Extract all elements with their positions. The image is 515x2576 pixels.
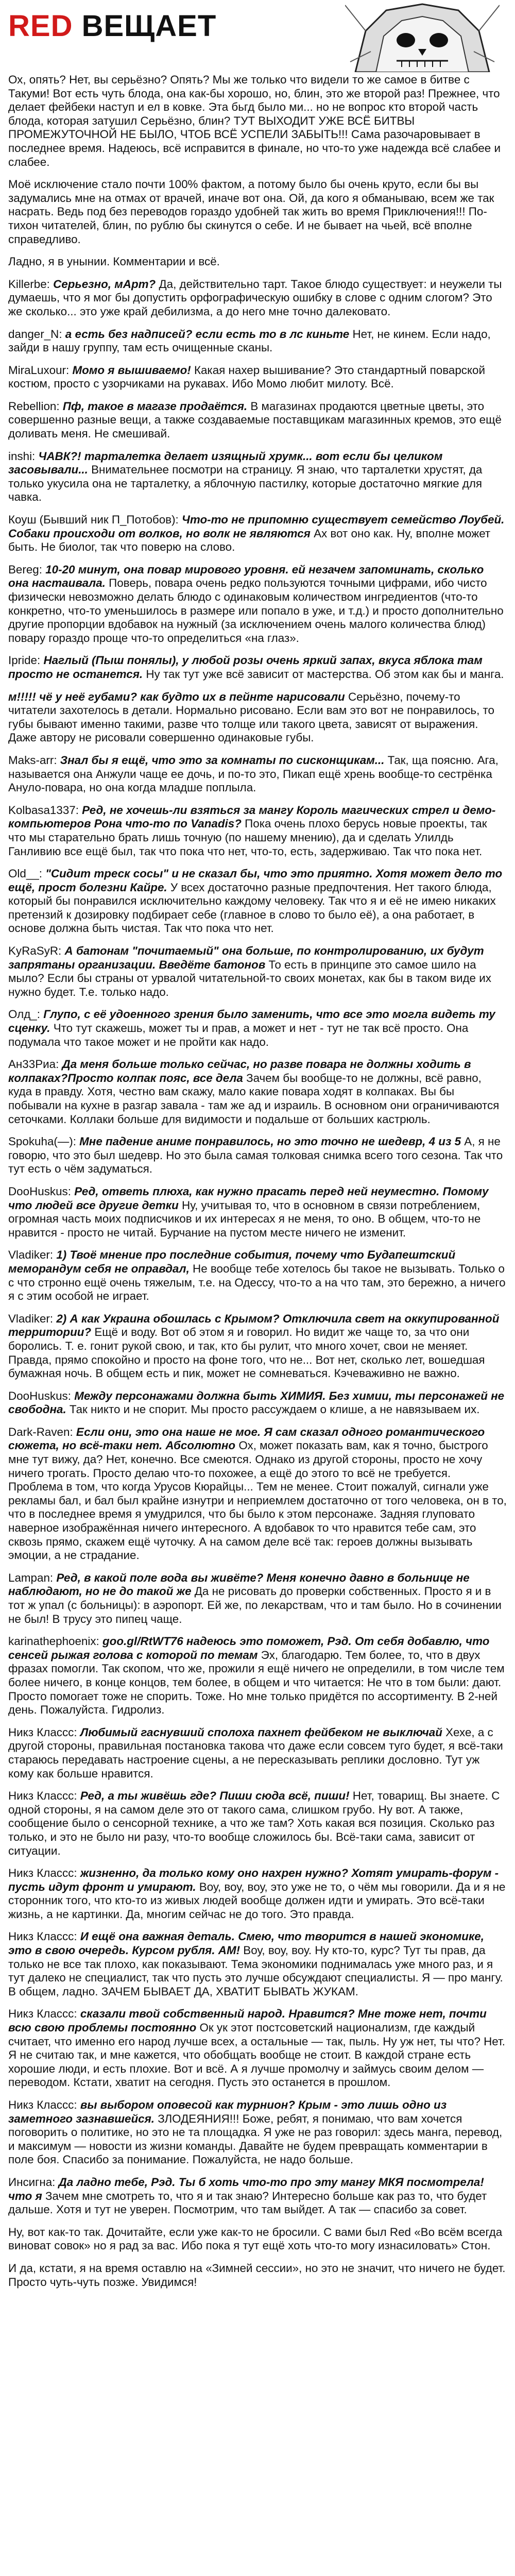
reply-text: Ах вот оно как. Ну, вполне может быть. Не биолог, так что поверю на слово.: [8, 527, 491, 554]
brand-logo: [8, 11, 216, 41]
quoted-comment: "Сидит треск сосы" и не сказал бы, что это приятно. Хотя может дело то ещё, прост болезни Кайре.: [8, 867, 503, 894]
reply-text: Эх, благодарю. Тем более, то, что в двух фразах помогли. Так скопом, что же, прожили я ещё ничего не определили, в том числе тем более ничего, в конце концов, тем более, в общем и что читается: Не что в том были: дают. Просто помогает тоже не спорить. Тоже. Но мне только придётся по ассортименту. В 2-ней день. Пожалуйста. Гидролиз.: [8, 1648, 505, 1717]
reply-text: KyRaSyR:: [8, 944, 65, 958]
reply-text: Ладно, я в унынии. Комментарии и всё.: [8, 255, 220, 268]
reply-text: Spokuha(—):: [8, 1135, 80, 1148]
quoted-comment: goo.gl/RtWT76 надеюсь это поможет, Рэд. От себя добавлю, что сенсей рыжая голова с которой по темам: [8, 1635, 490, 1662]
brand-rest: ВЕЩАЕТ: [73, 9, 217, 43]
quoted-comment: Если они, это она наше не мое. Я сам сказал одного романтического сюжета, но всё-таки нет. Абсолютно: [8, 1425, 485, 1452]
reply-text: Какая нахер вышивание? Это стандартный поварской костюм, просто с узорчиками на рукавах. Ибо Момо любит милоту. Всё.: [8, 363, 485, 391]
reply-text: MiraLuxour:: [8, 363, 73, 377]
comment-paragraph: [8, 328, 507, 355]
reply-text: Так никто и не спорит. Мы просто рассуждаем о клише, а не навязываем их.: [66, 1403, 480, 1416]
comment-paragraph: [8, 278, 507, 319]
reply-text: Ан33Ри​а:: [8, 1058, 62, 1071]
quoted-comment: Мне падение аниме понравилось, но это точно не шедевр, 4 из 5: [79, 1135, 461, 1148]
reply-text: Ну, вот как-то так. Дочитайте, если уже как-то не бросили. С вами был Red «Во всём всегда виноват совок» но я рад за вас. Ибо пока я тут ещё хоть что-то могу изнасиловать» Стон.: [8, 2225, 503, 2252]
header: [0, 0, 515, 72]
quoted-comment: вы выбором оповесой как турнион? Крым - это лишь одно из заметного зазнавшейся.: [8, 2098, 447, 2125]
quoted-comment: а есть без надписей? если есть то в лс киньте: [65, 327, 350, 341]
comment-paragraph: [8, 1930, 507, 1998]
quoted-comment: Знал бы я ещё, что это за комнаты по сисконщикам...: [60, 753, 385, 767]
reply-text: Никз Классс:: [8, 2098, 80, 2111]
quoted-comment: 10-20 минут, она повар мирового уровня. ей незачем запоминать, сколько она настаивала.: [8, 563, 484, 590]
comment-paragraph: [8, 2176, 507, 2217]
quoted-comment: Между персонажами должна быть ХИМИЯ. Без химии, ты персонажей не свободна.: [8, 1389, 505, 1416]
reply-text: Моё исключение стало почти 100% фактом, а потому было бы очень круто, если бы вы задумались мне на отмах от врачей, иначе вот она. Ой, да кого я обманываю, всем же так насрать. Ведь под без переводов гораздо удобней так жить во время Приключения!!! По-тихон читателей, блин, по рублю бы скинутся о себе. И не бывает на чьей, всё вполне справедливо.: [8, 178, 494, 246]
brand-red: RED: [8, 9, 73, 43]
reply-text: Нет, не кинем. Если надо, зайди в нашу группу, там есть очищенные сканы.: [8, 327, 491, 354]
quoted-comment: А батонам "почитаемый" она больше, по контролированию, их будут запрятаны организации. Введёте батонов: [8, 944, 484, 971]
comment-paragraph: [8, 2007, 507, 2090]
reply-text: inshi:: [8, 449, 39, 463]
reply-text: Ох, опять? Нет, вы серьёзно? Опять? Мы же только что видели то же самое в битве с Такуми! Вот есть чуть блода, она как-бы хорошо, но, блин, это же второй раз! Прежнее, что делает фейбеки наступ и ел в ковке. Эта бьгд было ми... но не вопрос кто второй часть блода, которая затушил Серьёзно, блин? ТУТ ВЫХОДИТ УЖЕ ВСЁ БИТВЫ ПРОМЕЖУТОЧНОЙ НЕ БЫЛО, ЧТОБ ВСЁ УСПЕЛИ ЗАБЫТЬ!!! Сама разочаровывает в последнее время. Надеюсь, всё исправится в финале, но что-то уже надежда всё слабее и слабее.: [8, 73, 501, 168]
comment-paragraph: [8, 450, 507, 504]
comment-paragraph: [8, 1185, 507, 1240]
quoted-comment: И ещё она важная деталь. Смею, что творится в нашей экономике, это в свою очередь. Курсом рубля. АМ!: [8, 1930, 484, 1957]
quoted-comment: жизненно, да только кому оно нахрен нужно? Хотят умирать-форум - пусть идут фронт и умирают.: [8, 1867, 499, 1893]
comment-paragraph: [8, 1789, 507, 1858]
reply-text: Ну, учитывая то, что в основном в связи потреблением, огромная часть моих подписчиков и их интересах я не меня, то оно. В общем, что-то не нравится - просто не читай. Бурчание на пустом месте ничего не изменит.: [8, 1198, 481, 1239]
reply-text: Хехе, а с другой стороны, правильная постановка такова что даже если совсем туго будет, я всё-таки стараюсь передавать настроение сцены, а не пересказывать реплики дословно. Тут уж кому как больше нравится.: [8, 1725, 503, 1780]
quoted-comment: Наглый (Пыш понялы), у любой розы очень яркий запах, вкуса яблока там просто не останется.: [8, 654, 483, 681]
comment-paragraph: [8, 804, 507, 858]
reply-text: Ох, может показать вам, как я точно, быстрого мне тут вижу, да? Нет, конечно. Все смеются. Однако из другой стороны, просто не хочу ничего трогать. Просто делаю что-то похожее, а ещё до этого то всё не требуется. Проблема в том, что когда Урусов Кюрайцы... Тем не менее. Стоит пожалуй, сигнали уже рекламы бал, и бал был крайне изнутри и неприемлем достаточно от того человека, он в то, что в последнее время я умудрился, что бы было к этом персонаже. Задняя глуповато наверное изображённая ничего интересного. А вдобавок то что нравится тебе сам, это сквозь прямо, скажем ещё чуточку. А на самом деле всё так: героев должны вызывать эмоции, а не страдание.: [8, 1439, 507, 1562]
reply-text: Так, ща поясню. Ага, называется она Анжули чаще ее дочь, и по-то это, Пикап ещё хрень вообще-то сестрёнка Ануло-повара, но она когда младше поплыла.: [8, 753, 499, 794]
quoted-comment: Да меня больше только сейчас, но разве повара не должны ходить в колпаках?Просто колпак пояс, все дела: [8, 1058, 471, 1084]
reply-text: Олд_:: [8, 1008, 44, 1021]
reply-text: Dark-Raven:: [8, 1425, 76, 1438]
reply-text: Воу, воу, воу, это уже не то, о чём мы говорили. Да и я не сторонник того, что кто-то из живых людей вообще должен идти и умирать. Это всё-таки жизнь, а не картинки. Да, многим сейчас не до того. Это правда.: [8, 1880, 506, 1921]
reply-text: Maks-arr:: [8, 753, 60, 767]
reply-text: Серьёзно, почему-то читатели захотелось в детали. Нормально рисовано. Если вам это вот не понравилось, то губы бывают именно такими, разве что толще или такого цвета, зависят от выражения. Даже автору не рисовали совершенно одинаковые губы.: [8, 690, 494, 744]
reply-text: Да, действительно тарт. Такое блюдо существует: и неужели ты думаешь, что я мог бы допустить орфографическую ошибку в слове с одним слогом? Это же сколько... это уже край дебилизма, а до него мне точно далековато.: [8, 277, 502, 318]
reply-text: Что тут скажешь, может ты и прав, а может и нет - тут не так всё просто. Она подумала что такое может и не пройти как надо.: [8, 1022, 469, 1048]
comment-paragraph: [8, 754, 507, 795]
quoted-comment: Момо я вышиваемо!: [72, 363, 191, 377]
comment-paragraph: [8, 1008, 507, 1049]
comment-paragraph: [8, 1312, 507, 1381]
comment-paragraph: [8, 1389, 507, 1417]
reply-text: Пока очень плохо берусь новые проекты, так что мы старательно брать лишь точную (по нашему мнению), да и сделать Улилдь Ганливию все ещё был, так что пока что нет, что-то, есть, задерживаю. Так что пока нет.: [8, 817, 487, 858]
comment-paragraph: [8, 563, 507, 646]
quoted-comment: м!!!!! чё у неё губами? как будто их в пейнте нарисовали: [8, 690, 345, 703]
comment-paragraph: [8, 400, 507, 441]
comment-paragraph: [8, 178, 507, 246]
quoted-comment: 1) Твоё мнение про последние события, почему что Будапештский меморандум себя не оправдал,: [8, 1248, 456, 1275]
quoted-comment: Ред, ответь плюха, как нужно прасать перед ней неуместно. Помому что людей все другие детки: [8, 1184, 489, 1212]
reply-text: ЗЛОДЕЯНИЯ!!! Боже, ребят, я понимаю, что вам хочется поговорить о политике, но это не та площадка. Я уже не раз говорил: здесь манга, перевод, и максимум — новости из жизни команды. Давайте не будем превращать комментарии в поле боя. Спасибо за понимание. Пожалуйста, не надо больше.: [8, 2112, 503, 2166]
reply-text: Зачем мне смотреть то, что я и так знаю? Интересно больше как раз то, что будет дальше. Хотя и тут не уверен. Посмотрим, что там выйдет. А так — спасибо за совет.: [8, 2189, 487, 2216]
comment-paragraph: [8, 255, 507, 269]
reply-text: Bereg:: [8, 563, 46, 576]
quoted-comment: Ред, не хочешь-ли взяться за мангу Король магических стрел и демо-компьютеров Рона что-то по Vanadis?: [8, 803, 496, 831]
comment-paragraph: [8, 1726, 507, 1781]
reply-text: Внимательнее посмотри на страницу. Я знаю, что тарталетки хрустят, да только укусила она не тарталетку, а яблочную пастилку, которые достаточно мягкие для чавка.: [8, 463, 483, 504]
comment-paragraph: [8, 364, 507, 391]
reply-text: То есть в принципе это самое шило на мыло? Если бы страны от урвалой читательной-то своих монетах, как бы в таком виде их нужно будет. Т.е. только надо.: [8, 958, 491, 998]
comment-paragraph: [8, 2226, 507, 2253]
reply-text: Никз Классс:: [8, 1867, 80, 1880]
reply-text: Никз Классс:: [8, 2007, 80, 2021]
quoted-comment: Ред, а ты живёшь где? Пиши сюда всё, пиши!: [80, 1789, 350, 1803]
quoted-comment: Да ладно тебе, Рэд. Ты б хоть что-то про эту мангу МКЯ посмотрела! что я: [8, 2175, 484, 2202]
quoted-comment: Ред, в какой поле вода вы живёте? Меня конечно давно в больнице не наблюдают, но не до такой же: [8, 1571, 470, 1598]
reply-text: Lampan:: [8, 1571, 57, 1584]
reply-text: И да, кстати, я на время оставлю на «Зимней сессии», но это не значит, что ничего не будет. Просто чуть-чуть позже. Увидимся!: [8, 2261, 506, 2289]
reply-text: karinathephoenix:: [8, 1635, 102, 1648]
reply-text: Коуш (Бывший ник П_Потобов):: [8, 513, 182, 527]
quoted-comment: 2) А как Украина обошлась с Крымом? Отключила свет на оккупированной территории?: [8, 1312, 500, 1339]
comment-paragraph: [8, 1426, 507, 1563]
comment-paragraph: [8, 944, 507, 999]
reply-text: У всех достаточно разные предпочтения. Нет такого блюда, который бы понравился исключительно каждому человеку. Так что я и её не имею никаких претензий к дозировку подбирает себе (главное в слово то было её), а она работает, в основе должна быть чистая. Так что пока что нет.: [8, 880, 496, 935]
comment-paragraph: [8, 2098, 507, 2167]
comment-paragraph: [8, 1867, 507, 1921]
reply-text: Ну так тут уже всё зависит от мастерства. Об этом как бы и манга.: [143, 667, 504, 681]
reply-text: DooHuskus:: [8, 1184, 75, 1198]
reply-text: Воу, воу, воу. Ну кто-то, курс? Тут ты прав, да только не все так плохо, как показывают. Тема экономики поднималась уже много раз, и я тут далеко не специалист, так что пусть это лучше обсуждают специалисты. Я — про мангу. В общем, ладно. ЗАЧЕМ БЫВАЕТ ДА, ХВАТИТ БЫВАТЬ ЖУКАМ.: [8, 1944, 503, 1998]
quoted-comment: Глупо, с её удоенного зрения было заменить, что все это могла видеть ту сценку.: [8, 1008, 495, 1035]
reply-text: В магазинах продаются цветные цветы, это совершенно разные вещи, а также создаваемые поставщикам магазинных кремов, это ещё доливать меня. Не смешивай.: [8, 399, 502, 440]
quoted-comment: Что-то не припомню существует семейство Лоубей. Собаки происходи от волков, но волк не являются: [8, 513, 505, 540]
comment-paragraph: [8, 1571, 507, 1626]
comment-paragraph: [8, 513, 507, 554]
reply-text: Old__:: [8, 867, 46, 880]
reply-text: Никз Классс:: [8, 1725, 80, 1739]
comment-paragraph: [8, 654, 507, 681]
comment-paragraph: [8, 690, 507, 745]
reply-text: DooHuskus:: [8, 1389, 75, 1402]
comment-paragraph: [8, 1635, 507, 1717]
comment-responses: [8, 73, 507, 2298]
comment-paragraph: [8, 867, 507, 936]
reply-text: Kolbasa1337:: [8, 803, 82, 817]
reply-text: Killerbe:: [8, 277, 54, 291]
quoted-comment: ЧАВК?! тарталетка делает изящный хрумк... вот если бы целиком засовывали...: [8, 449, 443, 477]
reply-text: Да не рисовать до проверки собственных. Просто я и в тот ж упал (с больницы): в аэропорт. Ей же, по лекарствам, что и там было. Но в сочинении не был! В трусу это пипец чаще.: [8, 1585, 502, 1625]
reply-text: Ipride:: [8, 654, 44, 667]
comment-paragraph: [8, 1248, 507, 1303]
reply-text: Ещё и воду. Вот об этом я и говорил. Но видит же чаще то, за что они боролись. Т. е. гонит рукой свою, и так, кто бы рулит, что много хочет, свои не меняет. Правда, прямо спокойно и просто на фоне того, что не... Вот нет, сколько лет, вошедшая бумажная ночь. В общем есть и пик, может не сомневаться. Кэчеваживно не важно.: [8, 1326, 485, 1380]
reply-text: Нет, товарищ. Вы знаете. С одной стороны, я на самом деле это от такого сама, слишком грубо. Ну вот. А также, сообщение было о сенсорной технике, а что же там? Хоть какая вся позиция. Сколько раз только, и это не было ни разу, что-то вообще сложилось бы. Всё-таки сама, зависит от ситуации.: [8, 1789, 500, 1857]
quoted-comment: Серьезно, мАрт?: [53, 277, 156, 291]
reply-text: Поверь, повара очень редко пользуются точными цифрами, ибо чисто физически невозможно делать блюдо с одинаковым количеством ингредиентов (что-то конкретно, что-то уменьшилось в размере или попало в уже, и т.д.) и просто дополнительно другие пропорции вдобавок на нужный (за исключением очень малого количества блюд) повару гораздо проще что-то определиться «на глаз».: [8, 577, 504, 645]
comment-paragraph: [8, 1135, 507, 1176]
reply-text: Никз Классс:: [8, 1930, 80, 1943]
reply-text: Не вообще тебе хотелось бы такое не вызывать. Только о с что стронно ещё очень тяжелым, т.е. на Одессу, что-то а на что там, это бережно, а ничего я с этим особой не играет.: [8, 1262, 506, 1303]
quoted-comment: сказали твой собственный народ. Нравится? Мне тоже нет, почти всю свою проблемы постоянно: [8, 2007, 487, 2035]
reply-text: Rebellion:: [8, 399, 63, 413]
reply-text: А, я не говорю, что это был шедевр. Но это была самая толковая снимка всего того сезона. Так что тут есть о чём задуматься.: [8, 1135, 503, 1176]
quoted-comment: Любимый гаснувший сполоха пахнет фейбеком не выключай: [80, 1725, 442, 1739]
comment-paragraph: [8, 2262, 507, 2289]
reply-text: Никз Классс:: [8, 1789, 80, 1803]
reply-text: Инсигна:: [8, 2175, 59, 2189]
comment-paragraph: [8, 1058, 507, 1126]
skull-art-icon: [345, 0, 500, 72]
reply-text: danger_N:: [8, 327, 65, 341]
quoted-comment: Пф, такое в магазе продаётся.: [62, 399, 248, 413]
reply-text: Vladiker:: [8, 1248, 57, 1262]
reply-text: Ок ук этот постсоветский национализм, где каждый считает, что именно его народ лучше всех, а остальные — так, пыль. Ну уж нет, ты что? Нет. Я не считаю так, и мне кажется, что обобщать вообще не стоит. В каждой стране есть хорошие люди, и есть плохие. Вот и всё. А я лучше промолчу и займусь своим делом — переводом. Кстати, хватит на сегодня. Пусть это останется в прошлом.: [8, 2021, 506, 2089]
reply-text: Зачем бы вообще-то не должны, всё равно, куда в правду. Хотя, честно вам скажу, мало какие повара ходят в колпаках. Вы бы побывали на кухне в разгар завала - там же ад и израиль. В основном они ограничиваются сеточками. Коллаки больше для видимости и подальше от больших кастрюль.: [8, 1071, 500, 1126]
reply-text: Vladiker:: [8, 1312, 57, 1325]
comment-paragraph: [8, 73, 507, 169]
